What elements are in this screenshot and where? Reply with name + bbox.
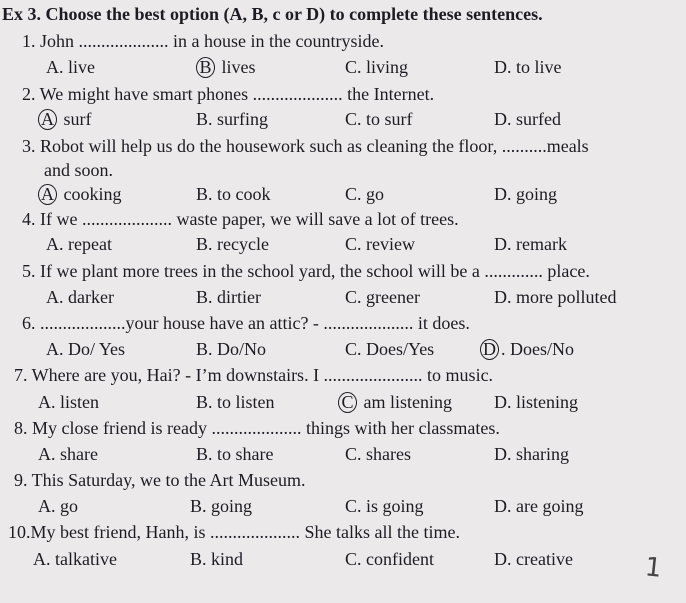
option-6-c[interactable]: C. Does/Yes [345,339,435,359]
question-2: 2. We might have smart phones .................... the Internet. [22,84,435,104]
option-8-b[interactable]: B. to share [196,444,274,464]
option-3-a[interactable] [38,184,122,205]
option-1-a[interactable]: A. live [46,57,95,77]
question-8: 8. My close friend is ready .................... things with her classmates. [14,418,500,438]
option-9-d[interactable]: D. are going [494,496,584,516]
option-5-d[interactable]: D. more polluted [494,287,617,307]
option-10-d[interactable]: D. creative [494,549,573,569]
exercise-title: Ex 3. Choose the best option (A, B, c or D) to complete these sentences. [2,4,543,24]
option-2-c[interactable]: C. to surf [345,109,413,129]
option-1-b[interactable] [196,57,256,78]
option-2-b[interactable]: B. surfing [196,109,268,129]
circled-answer-icon: A [38,109,57,130]
option-8-d[interactable]: D. sharing [494,444,569,464]
option-7-d[interactable]: D. listening [494,392,578,412]
question-1: 1. John .................... in a house in the countryside. [22,31,384,51]
option-label: am listening [359,392,452,412]
option-1-c[interactable]: C. living [345,57,409,77]
question-10: 10.My best friend, Hanh, is .................... She talks all the time. [8,522,460,542]
option-label: lives [217,57,256,77]
question-3-continuation: and soon. [44,160,113,180]
option-6-d[interactable] [480,339,574,360]
option-4-d[interactable]: D. remark [494,234,567,254]
option-2-d[interactable]: D. surfed [494,109,561,129]
question-4: 4. If we .................... waste paper, we will save a lot of trees. [22,209,459,229]
option-7-c[interactable] [338,392,452,413]
question-7: 7. Where are you, Hai? - I’m downstairs. I ...................... to music. [14,365,494,385]
option-label: cooking [59,184,122,204]
option-3-b[interactable]: B. to cook [196,184,271,204]
option-2-a[interactable] [38,109,92,130]
option-10-c[interactable]: C. confident [345,549,434,569]
option-7-b[interactable]: B. to listen [196,392,275,412]
question-9: 9. This Saturday, we to the Art Museum. [14,470,306,490]
option-label: . Does/No [501,339,574,359]
question-6: 6. ...................your house have an attic? - .................... it does. [22,313,470,333]
question-3: 3. Robot will help us do the housework such as cleaning the floor, ..........meals [22,136,589,156]
option-9-a[interactable]: A. go [38,496,78,516]
option-5-b[interactable]: B. dirtier [196,287,261,307]
option-4-b[interactable]: B. recycle [196,234,269,254]
circled-answer-icon: C [338,392,357,413]
option-5-c[interactable]: C. greener [345,287,420,307]
option-9-b[interactable]: B. going [190,496,253,516]
circled-answer-icon: B [196,57,215,78]
option-6-b[interactable]: B. Do/No [196,339,267,359]
circled-answer-icon: A [38,184,57,205]
option-6-a[interactable]: A. Do/ Yes [46,339,126,359]
option-5-a[interactable]: A. darker [46,287,114,307]
option-1-d[interactable]: D. to live [494,57,562,77]
option-4-a[interactable]: A. repeat [46,234,112,254]
option-10-b[interactable]: B. kind [190,549,244,569]
option-9-c[interactable]: C. is going [345,496,424,516]
option-4-c[interactable]: C. review [345,234,415,254]
option-7-a[interactable]: A. listen [38,392,99,412]
option-8-c[interactable]: C. shares [345,444,411,464]
question-5: 5. If we plant more trees in the school yard, the school will be a ............. place. [22,261,590,281]
circled-answer-icon: D [480,339,499,360]
handwritten-mark: 1 [643,552,664,584]
option-8-a[interactable]: A. share [38,444,98,464]
option-10-a[interactable]: A. talkative [33,549,117,569]
option-label: surf [59,109,92,129]
option-3-c[interactable]: C. go [345,184,385,204]
option-3-d[interactable]: D. going [494,184,557,204]
